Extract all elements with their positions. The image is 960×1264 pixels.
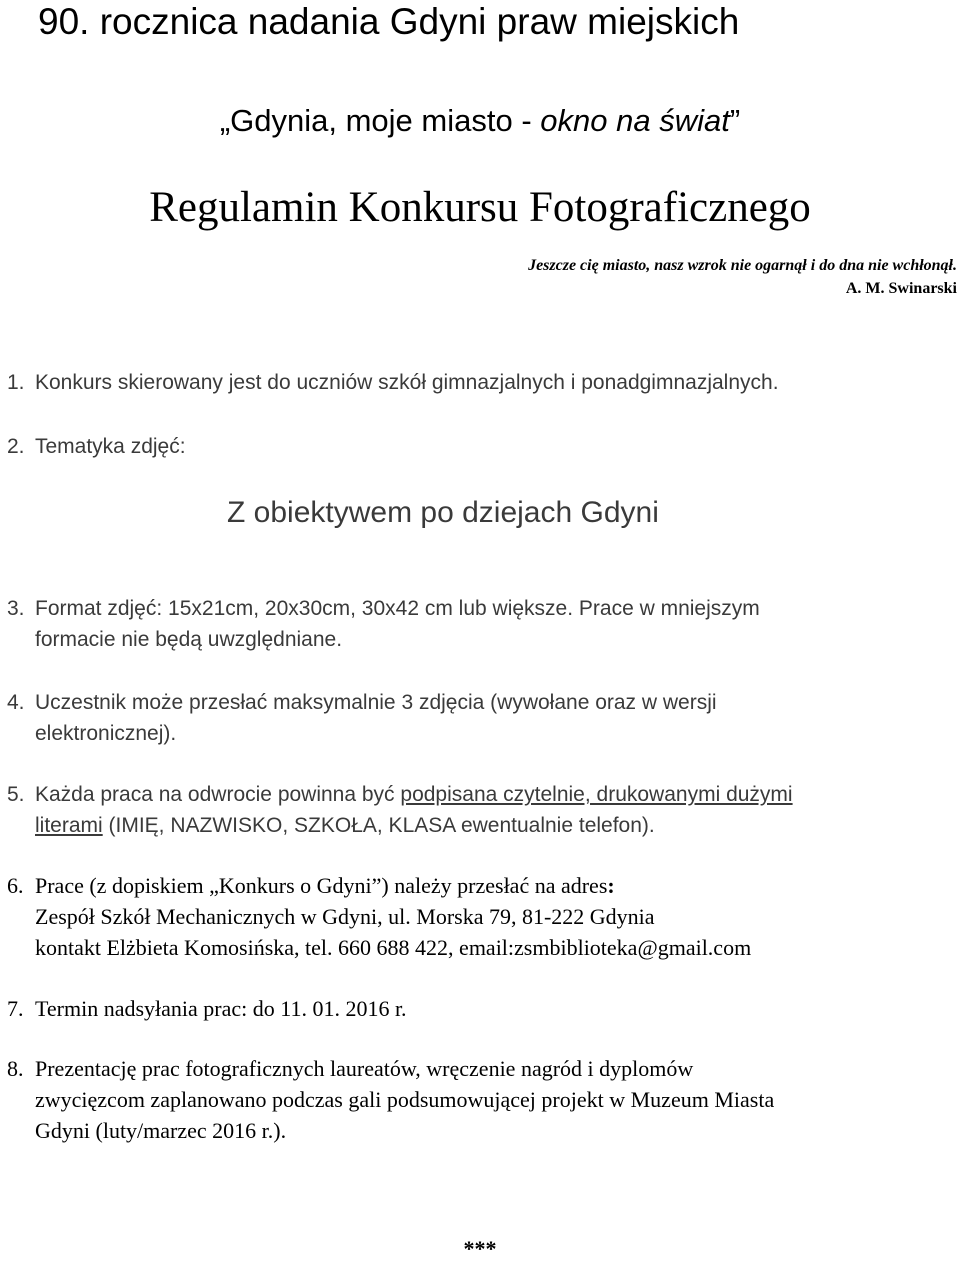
rule-text-line-2: elektronicznej). bbox=[35, 722, 177, 745]
subtitle-closing-quote: ” bbox=[729, 103, 741, 138]
rule-item-8 bbox=[7, 1053, 953, 1146]
rule-text-line-1: Prezentację prac fotograficznych laureatów, wręczenie nagród i dyplomów bbox=[35, 1056, 694, 1081]
regulation-heading: Regulamin Konkursu Fotograficznego bbox=[149, 184, 811, 231]
rule-text-plain: Prace (z dopiskiem „Konkurs o Gdyni”) należy przesłać na adres bbox=[35, 873, 608, 898]
rule-number: 4. bbox=[7, 691, 25, 714]
rule-text-underlined: literami bbox=[35, 814, 103, 837]
photo-theme: Z obiektywem po dziejach Gdyni bbox=[227, 496, 659, 529]
rule-text-plain: (IMIĘ, NAZWISKO, SZKOŁA, KLASA ewentualnie telefon). bbox=[102, 814, 655, 837]
rule-number: 8. bbox=[7, 1056, 24, 1081]
document-subtitle bbox=[0, 101, 960, 141]
rule-item-3 bbox=[7, 593, 953, 655]
rule-item-5 bbox=[7, 779, 953, 841]
document-title: 90. rocznica nadania Gdyni praw miejskich bbox=[38, 1, 740, 42]
rule-number: 3. bbox=[7, 597, 25, 620]
rule-text-underlined: podpisana czytelnie, drukowanymi dużymi bbox=[400, 783, 793, 806]
rule-text-line-2: zwycięzcom zaplanowano podczas gali podsumowującej projekt w Muzeum Miasta bbox=[35, 1087, 775, 1112]
rule-text-line-1: Format zdjęć: 15x21cm, 20x30cm, 30x42 cm lub większe. Prace w mniejszym bbox=[35, 597, 760, 620]
rule-item-7 bbox=[7, 993, 953, 1024]
rule-number: 5. bbox=[7, 783, 25, 806]
rule-text-line-3: Gdyni (luty/marzec 2016 r.). bbox=[35, 1118, 287, 1143]
rule-item-6 bbox=[7, 870, 953, 963]
rule-text: Konkurs skierowany jest do uczniów szkół gimnazjalnych i ponadgimnazjalnych. bbox=[35, 371, 779, 394]
subtitle-text: „Gdynia, moje miasto - bbox=[219, 103, 541, 138]
rule-number: 7. bbox=[7, 996, 24, 1021]
rule-text: Tematyka zdjęć: bbox=[35, 435, 186, 458]
epigraph-quote bbox=[528, 254, 957, 300]
rule-text-line-1: Uczestnik może przesłać maksymalnie 3 zdjęcia (wywołane oraz w wersji bbox=[35, 691, 717, 714]
rule-text-line-2: formacie nie będą uwzględniane. bbox=[35, 628, 343, 651]
rule-item-4 bbox=[7, 687, 953, 749]
rule-text-line-1 bbox=[35, 779, 953, 810]
rule-text: Termin nadsyłania prac: do 11. 01. 2016 r. bbox=[35, 996, 407, 1021]
subtitle-italic-text: okno na świat bbox=[540, 103, 730, 138]
rule-number: 2. bbox=[7, 435, 25, 458]
rule-item-1 bbox=[7, 367, 953, 398]
quote-text: Jeszcze cię miasto, nasz wzrok nie ogarnął i do dna nie wchłonął. bbox=[528, 257, 957, 274]
contact-info: kontakt Elżbieta Komosińska, tel. 660 688 422, email:zsmbiblioteka@gmail.com bbox=[35, 935, 752, 960]
rule-item-2 bbox=[7, 431, 953, 462]
quote-author: A. M. Swinarski bbox=[845, 280, 957, 297]
rule-text-line-2 bbox=[35, 810, 953, 841]
rule-text-colon: : bbox=[607, 873, 615, 898]
rule-number: 6. bbox=[7, 873, 24, 898]
rule-text-plain: Każda praca na odwrocie powinna być bbox=[35, 783, 401, 806]
section-separator: *** bbox=[463, 1236, 497, 1261]
rule-number: 1. bbox=[7, 371, 25, 394]
rule-text-line-1 bbox=[35, 870, 953, 901]
mailing-address: Zespół Szkół Mechanicznych w Gdyni, ul. Morska 79, 81-222 Gdynia bbox=[35, 904, 655, 929]
